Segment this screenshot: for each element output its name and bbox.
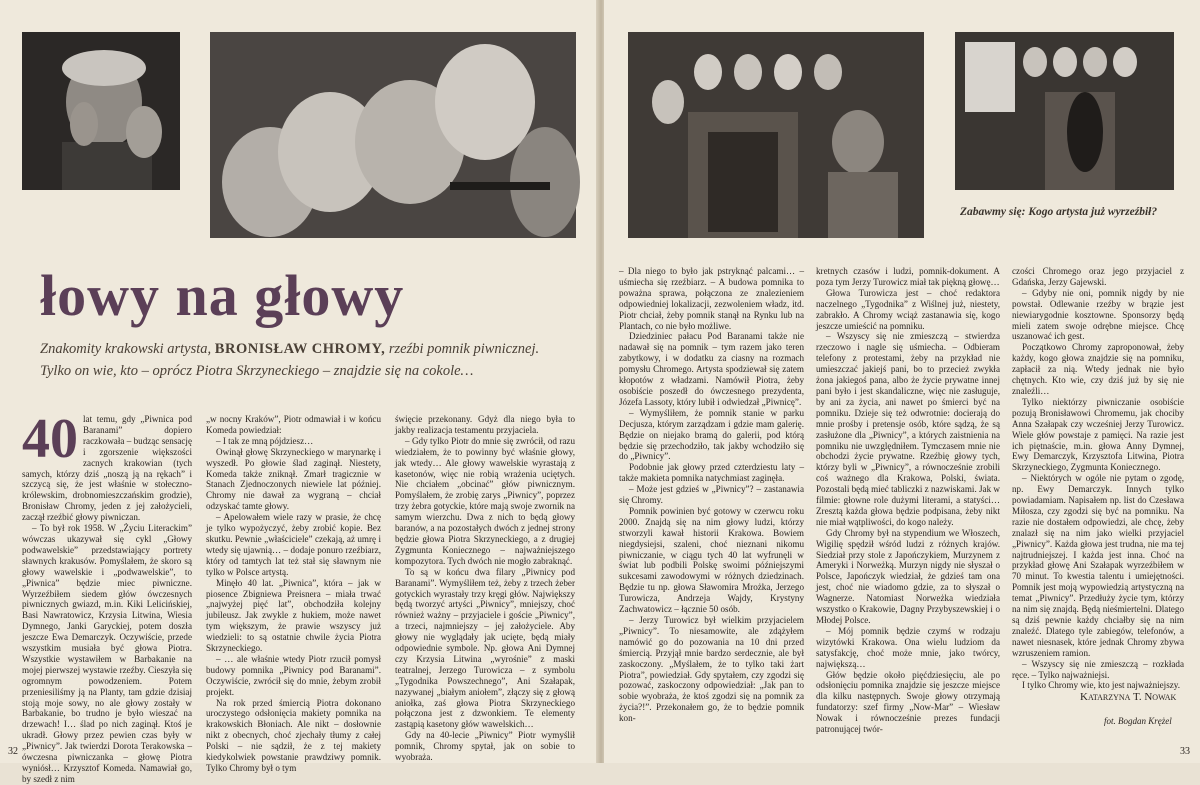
- paragraph: – Może jest gdzieś w „Piwnicy”? – zastanawia się Chromy.: [619, 484, 804, 506]
- paragraph: – Dla niego to było jak pstryknąć palcami… – uśmiecha się rzeźbiarz. – A budowa pomnika to poważna sprawa, połączona ze znalezieniem odpowiedniej lokalizacji, zezwoleniem władz, itd. Piotr chciał, żeby pomnik stanął na Rynku lub na Plantach, co nie było możliwe.: [619, 266, 804, 331]
- paragraph: I tylko Chromy wie, kto jest najważniejszy.: [1022, 680, 1181, 691]
- article-column-2: [206, 414, 381, 773]
- studio-photo: [628, 32, 924, 238]
- paragraph: Tylko niektórzy piwniczanie osobiście pozują Bronisławowi Chromemu, jak chociby Anna Szałapak czy wcześniej Jerzy Turowicz. Wiele głów powstaje z pamięci. Na razie jest ich piętnaście, m.in. głowa Anny Dymnej, Ewy Demarczyk, Krzysztofa Litwina, Piotra Skrzyneckiego, Zygmunta Koniecznego.: [1012, 396, 1184, 473]
- author-signature: Katarzyna T. Nowak: [1080, 691, 1177, 703]
- paragraph: – Gdyby nie oni, pomnik nigdy by nie powstał. Odlewanie rzeźby w brązie jest niewiarygodnie kosztowne. Sponsorzy będą mieli zatem swoje odrębne miejsce. Chcę uszanować ich gest.: [1012, 287, 1184, 342]
- paragraph: „w nocny Kraków”, Piotr odmawiał i w końcu Komeda powiedział:: [206, 414, 381, 435]
- artist-at-work-image: [955, 32, 1174, 190]
- artist-at-work-photo: [955, 32, 1174, 190]
- photo-caption: Zabawmy się: Kogo artysta już wyrzeźbił?: [960, 206, 1158, 218]
- dropcap-40: 40: [22, 408, 78, 470]
- article-column-4: [619, 266, 804, 740]
- paragraph: – Gdy tylko Piotr do mnie się zwrócił, od razu wiedziałem, że to powinny być właśnie głowy, jak wtedy… Ale głowy wawelskie wyrastają z kasetonów, więc nie robią wrażenia uciętych. Nie chciałem „obcinać” głów piwnicznym. Pomyślałem, że zrobię zarys „Piwnicy”, poprzez trzy żebra gotyckie, które mają swoje zwornik na samym wierzchu. Dwa z nich to będą głowy baranów, a na pozostałych dwóch z jednej strony będzie głowa Piotra Skrzyneckiego, a z drugiej Zygmunta Koniecznego – najważniejszego kompozytora. Tych dwóch nie mogło zabraknąć.: [395, 435, 575, 566]
- studio-image: [628, 32, 924, 238]
- paragraph: Początkowo Chromy zaproponował, żeby każdy, kogo głowa znajdzie się na pomniku, zapłacił za nią. Wtedy jednak nie było chętnych. Kto wie, czy dziś już by się nie znaleźli…: [1012, 342, 1184, 396]
- paragraph: Głowa Turowicza jest – choć redaktora naczelnego „Tygodnika” z Wiślnej już, niestety, zabrakło. A Chromy wciąż zastanawia się, kogo jeszcze umieścić na pomniku.: [816, 287, 1000, 331]
- article-column-5: [816, 266, 1000, 740]
- portrait-photo: [22, 32, 180, 190]
- paragraph: – Wymyśliłem, że pomnik stanie w parku Decjusza, którym zarządzam i gdzie mam galerię. Będzie on niejako bramą do galerii, pod którą będzie się przechodziło, tak jakby wchodziło się do „Piwnicy”.: [619, 407, 804, 462]
- artist-name: BRONISŁAW CHROMY,: [214, 341, 386, 357]
- paragraph: – Mój pomnik będzie czymś w rodzaju wizytówki Krakowa. Ona wielu ludziom da satysfakcję, choć może mnie, jako twórcy, największą…: [816, 625, 1000, 669]
- paragraph: Gdy Chromy był na stypendium we Włoszech, Wigilię spędził wśród ludzi z różnych krajów. Siedział przy stole z Japończykiem, Murzynem z Ameryki i Norweżką. Murzyn nigdy nie słyszał o Polsce, Japończyk wiedział, że gdzieś tam ona jest, choć nie wiadomo gdzie, za to słyszał o Wagnerze. Natomiast Norweżka wiedziała wszystko o Krakowie, Dagny Przybyszewskiej i o Młodej Polsce.: [816, 527, 1000, 625]
- paragraph: Pomnik powinien być gotowy w czerwcu roku 2000. Znajdą się na nim głowy ludzi, którzy stworzyli kawał historii Krakowa. Bowiem niegdysiejsi, szaleni, choć nieznani nikomu piwniczanie, w ciągu tych 40 lat wyfrunęli w świat lub podbili Polskę swoimi późniejszymi sukcesami zawodowymi w różnych dziedzinach. Będzie tu np. głowa Sławomira Mrożka, Jerzego Turowicza, Andrzeja Wajdy, Krystyny Zachwatowicz – łącznie 50 osób.: [619, 505, 804, 615]
- paragraph: Dziedziniec pałacu Pod Baranami także nie nadawał się na pomnik – tym razem jako teren zabytkowy, i w dodatku za ciasny na rozmach pomysłu Chromego. Artysta spodziewał się zatem kłopotów z władzami. Namówił Piotra, żeby osobiście poszedł do ówczesnego prezydenta, Józefa Lassoty, który lubił i odwiedzał „Piwnicę”.: [619, 331, 804, 407]
- left-page: [0, 0, 598, 784]
- paragraph: – Niektórych w ogóle nie pytam o zgodę, np. Ewy Demarczyk. Innych tylko powiadamiam. Napisałem np. list do Czesława Miłosza, czy zgodzi się być na pomniku. Na razie nie dostałem odpowiedzi, ale chcę, żeby znalazł się na nim jako wielki przyjaciel „Piwnicy”. Każda głowa jest trudna, nie ma tej najtrudniejszej. I każda jest inna. Choć na przykład głowę Ani Szałapak wyrzeźbiłem w 70 minut. To kwestia talentu i umiejętności. Pomnik jest moją wypowiedzią artystyczną na temat „Piwnicy”. Przedłuży życie tym, którzy na nim się znajdą. Będą nieśmiertelni. Dlatego są dziś pewnie każdy chciałby się na nim znaleźć. Dlatego tyle zabiegów, telefonów, a nawet niesnasek, które jednak Chromy zbywa wzruszeniem ramion.: [1012, 473, 1184, 658]
- paragraph: To są w końcu dwa filary „Piwnicy pod Baranami”. Wymyśliłem też, żeby z trzech żeber gotyckich wyrastały trzy kręgi głów. Największy będą tworzyć artyści „Piwnicy”, mniejszy, choć również ważny – przyjaciele i goście „Piwnicy”, a trzeci, najmniejszy – jej założyciele. Aby głowy nie wyglądały jak ucięte, będą miały odpowiednie symbole. Np. głowa Ani Dymnej czy Krzysia Litwina „wyrośnie” z maski teatralnej, Jerzego Turowicza – z symbolu „Tygodnika Powszechnego”, Ani Szałapak, nazywanej „białym aniołem”, złączy się z głową aniołka, zaś głowa Piotra Skrzyneckiego połączona jest z dzwonkiem. Te elementy zastąpią kasetony głów wawelskich…: [395, 566, 575, 730]
- paragraph: kretnych czasów i ludzi, pomnik-dokument. A poza tym Jerzy Turowicz miał tak piękną głowę…: [816, 266, 1000, 287]
- paragraph: święcie przekonany. Gdyż dla niego była to jakby realizacja testamentu przyjaciela.: [395, 414, 575, 435]
- photo-credit: fot. Bogdan Krężel: [1104, 716, 1172, 726]
- paragraph: Gdy na 40-lecie „Piwnicy” Piotr wymyślił pomnik, Chromy spytał, jak on sobie to wyobraża.: [395, 730, 575, 763]
- paragraph: Podobnie jak głowy przed czterdziestu laty – także makieta pomnika natychmiast zaginęła.: [619, 462, 804, 484]
- paragraph: – Jerzy Turowicz był wielkim przyjacielem „Piwnicy”. To niesamowite, ale zdążyłem namówić go do pozowania na 10 dni przed śmiercią. Przyjął mnie bardzo serdecznie, ale był zaskoczony. „Myślałem, że to tylko taki żart Piotra”, powiedział. Gdy spytałem, czy zgodzi się pozować, zaskoczony odpowiedział: „Jak pan to sobie wyobraża, że ktoś zgodzi się na pomnik za życia?!”. Przekonałem go, że to będzie pomnik kon-: [619, 615, 804, 724]
- paragraph: lat temu, gdy „Piwnica pod Baranami” dopiero raczkowała – budząc sensację i zgorszenie większości zacnych krakowian (tych samych, którzy dziś „noszą ją na rękach” i szczycą się, że jest właśnie w stołeczno-królewskim, drobnomieszczańskim grodzie), Bronisław Chromy, jeden z jej założycieli, zaczął rzeźbić głowy piwniczan.: [22, 414, 192, 523]
- article-column-3: [395, 414, 575, 763]
- right-page: [604, 0, 1200, 763]
- lead-paragraph: [40, 338, 560, 382]
- article-column-1: [22, 408, 192, 784]
- paragraph: – I tak ze mną pójdziesz…: [216, 435, 314, 446]
- paragraph: Owinął głowę Skrzyneckiego w marynarkę i wyszedł. Po głowie ślad zaginął. Niestety, Komeda także zniknął. Zmarł tragicznie w Stanach Zjednoczonych niewiele lat później. Chromy nie dawał za wygraną – chciał odzyskać tamte głowy.: [206, 446, 381, 512]
- headline: łowy na głowy: [40, 263, 405, 328]
- paragraph: – To był rok 1958. W „Życiu Literackim” wówczas ukazywał się cykl „Głowy podwawelskie” przedstawiający portrety sławnych krakusów. Pomyślałem, że skoro są głowy wawelskie i „podwawelskie”, to „Piwnica” będzie miec piwniczne. Wyrzeźbiłem siedem głów ówczesnych piwnicznych gwiazd, m.in. Kiki Lelicińskiej, Basi Nawratowicz, Krzysia Litwina, Wiesia Dymnego, Janki Garyckiej, potem doszła jeszcze Ewa Demarczyk. Oczywiście, przede wszystkim musiała być głowa Piotra. Wszystkie wystawiłem w Barbakanie na mojej pierwszej wystawie rzeźby. Cieszyła się ogromnym powodzeniem. Potem przeniesiliśmy ją na Planty, tam gdzie dzisiaj stoją moje sowy, no ale głowy zostały w Barbakanie, bo trudno je było wieszać na drzewach! I… ślad po nich zaginął. Ktoś je ukradł. Głowy przez pewien czas były w „Piwnicy”. Jak twierdzi Dorota Terakowska – ówczesna piwniczanka – głowę Piotra wyniósł… Krzysztof Komeda. Namawiał go, by szedł z nim: [22, 523, 192, 784]
- paragraph: – … ale właśnie wtedy Piotr rzucił pomysł budowy pomnika „Piwnicy pod Baranami”. Oczywiście, zwrócił się do mnie, żebym zrobił projekt.: [206, 653, 381, 697]
- sculpture-heads-photo: [210, 32, 576, 238]
- paragraph: – Wszyscy się nie zmieszczą – stwierdza rzeczowo i nagle się uśmiecha. – Odbieram telefony z protestami, żeby na przykład nie umieszczać jakiejś pani, bo to przecież zwykła żona jakiegoś pana, albo że życie prywatne innej pani było i jest skandaliczne, więc nie zasługuje, by ani za życia, ani nawet po śmierci być na pomniku. Dzieje się też odwrotnie: docierają do mnie prośby i pretensje osób, które sądzą, że są zasłużone dla „Piwnicy”, a których zaistnienia na pomniku nie uwzględniłem. Tymczasem mnie nie obchodzi życie prywatne. Rzeźbię głowy tych, którzy byli w „Piwnicy”, a równocześnie zrobili coś ważnego dla Krakowa, Polski, świata. Pozostali będą mieć tabliczki z nazwiskami. Jak w filmie: głowne role dużymi literami, a statyści… Zresztą każda głowa będzie podpisana, żeby nikt nie miał wątpliwości, do kogo należy.: [816, 331, 1000, 527]
- page-number-right: 33: [1180, 746, 1190, 757]
- sculpture-heads-image: [210, 32, 576, 238]
- paragraph: czości Chromego oraz jego przyjaciel z Gdańska, Jerzy Gajewski.: [1012, 266, 1184, 287]
- paragraph: – Apelowałem wiele razy w prasie, że chcę je tylko wypożyczyć, żeby zrobić kopie. Bez skutku. Pewnie „właściciele” czekają, aż umrę i wtedy się ujawnią… – dodaje ponuro rzeźbiarz, który od tamtych lat też stał się sławnym nie tylko w Polsce artystą.: [206, 512, 381, 577]
- article-column-6: [1012, 266, 1184, 691]
- paragraph: Na rok przed śmiercią Piotra dokonano uroczystego odsłonięcia makiety pomnika na krakowskich Błoniach. Ale nikt – dosłownie nikt z obecnych, choć zjechały tłumy z całej Polski – nie sądził, że z tej makiety kiedykolwiek powstanie prawdziwy pomnik. Tylko Chromy był o tym: [206, 697, 381, 773]
- paragraph: Minęło 40 lat. „Piwnica”, która – jak w piosence Zbigniewa Preisnera – miała trwać „najwyżej pięć lat”, obchodziła kolejny jubileusz. Jak zwykle z hukiem, może nawet tym większym, że prawie wszyscy już wiedzieli: to są ostatnie chwile życia Piotra Skrzyneckiego.: [206, 577, 381, 654]
- lead-part1: Znakomity krakowski artysta,: [40, 341, 215, 357]
- page-number-left: 32: [8, 746, 18, 757]
- lead-part2: rzeźbi pomnik piwnicznej. Tylko on wie, kto – oprócz Piotra Skrzyneckiego – znajdzie się na cokole…: [40, 341, 540, 379]
- paragraph: – Wszyscy się nie zmieszczą – rozkłada ręce. – Tylko najważniejsi.: [1012, 658, 1184, 680]
- paragraph: Głów będzie około pięćdziesięciu, ale po odsłonięciu pomnika znajdzie się jeszcze miejsce dla kilku następnych. Swoje głowy otrzymają fundatorzy: szef firmy „Now-Mar” – Wiesław Nowak i równocześnie prezes fundacji patronującej twór-: [816, 669, 1000, 735]
- portrait-image: [22, 32, 180, 190]
